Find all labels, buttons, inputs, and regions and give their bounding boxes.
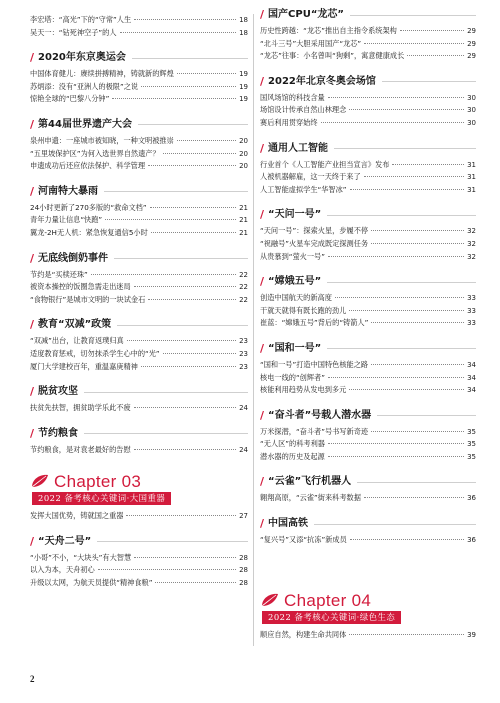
entry-page: 36 — [467, 536, 476, 545]
dot-leader — [335, 297, 464, 298]
section-rule — [334, 148, 476, 149]
toc-entry[interactable] — [30, 68, 248, 81]
dot-leader — [371, 230, 464, 231]
entry-title: “国和一号”打造中国特色核能之路 — [260, 359, 369, 369]
dot-leader — [328, 97, 464, 98]
dot-leader — [371, 322, 464, 323]
dot-leader — [349, 389, 464, 390]
toc-entry[interactable] — [30, 564, 248, 577]
entry-page: 34 — [467, 386, 476, 395]
toc-entry[interactable] — [30, 160, 248, 173]
section-title: “国和一号” — [268, 342, 322, 354]
entry-page: 35 — [467, 452, 476, 461]
section-heading[interactable] — [30, 185, 248, 199]
toc-section — [260, 8, 476, 63]
entry-title: 青年力量让信息“快跑” — [30, 215, 103, 225]
slash-marker-icon: / — [260, 475, 265, 489]
toc-entry[interactable] — [30, 577, 248, 590]
dot-leader — [177, 73, 236, 74]
section-title: 通用人工智能 — [268, 142, 329, 154]
entry-title: “双减”出台，让教育返璞归真 — [30, 336, 124, 346]
section-title: 河南特大暴雨 — [38, 185, 99, 197]
right-column — [260, 8, 476, 641]
dot-leader — [150, 207, 237, 208]
section-heading[interactable] — [260, 142, 476, 156]
entry-title: 申遗成功后还应依法保护、科学管理 — [30, 161, 146, 171]
dot-leader — [151, 232, 236, 233]
section-heading[interactable] — [260, 208, 476, 222]
dot-leader — [349, 109, 464, 110]
toc-entry[interactable] — [30, 510, 248, 523]
dot-leader — [126, 515, 236, 516]
entry-page: 29 — [467, 39, 476, 48]
entry-title: 赛后利用贯穿始终 — [260, 117, 318, 127]
entry-title: 被资本操控的饭圈急需走出迷局 — [30, 282, 131, 292]
entry-page: 19 — [239, 70, 248, 79]
entry-page: 23 — [239, 349, 248, 358]
toc-entry[interactable] — [260, 534, 476, 547]
section-rule — [327, 215, 476, 216]
entry-page: 29 — [467, 27, 476, 35]
section-rule — [97, 541, 248, 542]
toc-entry[interactable] — [260, 117, 476, 130]
chapter-03-header — [30, 472, 248, 508]
dot-leader — [328, 377, 464, 378]
chapter-subtitle: 2022 备考核心关键词·大国重器 — [32, 492, 171, 505]
entry-page: 20 — [239, 136, 248, 145]
entry-title: 24小时更新了270多版的“救命文档” — [30, 202, 147, 212]
entry-title: 节约粮食，是对袁老最好的告慰 — [30, 444, 131, 454]
dot-leader — [407, 55, 464, 56]
toc-entry[interactable] — [260, 38, 476, 51]
toc-entry[interactable] — [260, 171, 476, 184]
slash-marker-icon: / — [260, 275, 265, 289]
entry-title: 国风场馆的科技含量 — [260, 92, 325, 102]
entry-title: 中国体育健儿：赓续拼搏精神，铸就新的辉煌 — [30, 69, 174, 79]
toc-section — [260, 142, 476, 197]
entry-title: 核电一线的“创辉者” — [260, 372, 325, 382]
toc-entry[interactable] — [260, 629, 476, 642]
entry-page: 28 — [239, 566, 248, 575]
entry-page: 30 — [467, 106, 476, 115]
entry-page: 32 — [467, 227, 476, 236]
slash-marker-icon: / — [30, 51, 35, 65]
toc-section — [260, 75, 476, 130]
toc-entry[interactable] — [260, 372, 476, 385]
toc-entry[interactable] — [30, 135, 248, 148]
toc-entry[interactable] — [30, 335, 248, 348]
slash-marker-icon: / — [260, 74, 265, 88]
section-title: 国产CPU“龙芯” — [268, 9, 344, 20]
section-title: 2022年北京冬奥会场馆 — [268, 75, 376, 87]
entry-page: 27 — [239, 512, 248, 521]
dot-leader — [105, 219, 236, 220]
left-column — [30, 14, 248, 590]
toc-section — [30, 385, 248, 415]
entry-page: 24 — [239, 445, 248, 454]
toc-section — [30, 185, 248, 240]
entry-page: 34 — [467, 360, 476, 369]
dot-leader — [328, 256, 464, 257]
section-title: “奋斗者”号载人潜水器 — [268, 409, 372, 421]
entry-title: 人被机器解雇，这一天终于来了 — [260, 172, 361, 182]
toc-entry[interactable] — [30, 202, 248, 215]
toc-section — [260, 475, 476, 505]
dot-leader — [364, 176, 464, 177]
toc-entry[interactable] — [260, 317, 476, 330]
section-rule — [357, 482, 476, 483]
entry-page: 35 — [467, 427, 476, 436]
entry-title: 崔蓝：“嫦娥五号”背后的“铸箭人” — [260, 318, 369, 328]
chapter-title: Chapter 04 — [284, 590, 372, 610]
entry-page: 21 — [239, 216, 248, 225]
entry-title: “复兴号”又添“抗冻”新成员 — [260, 535, 347, 545]
slash-marker-icon: / — [260, 517, 265, 531]
dot-leader — [400, 30, 464, 31]
toc-entry[interactable] — [260, 104, 476, 117]
toc-entry[interactable] — [260, 438, 476, 451]
section-heading[interactable] — [260, 475, 476, 489]
section-rule — [84, 433, 248, 434]
entry-page: 36 — [467, 494, 476, 503]
toc-section — [30, 427, 248, 457]
dot-leader — [321, 122, 465, 123]
entry-title: “食物银行”是城市文明的一块试金石 — [30, 294, 146, 304]
section-rule — [104, 191, 248, 192]
slash-marker-icon: / — [30, 426, 35, 440]
slash-marker-icon: / — [260, 408, 265, 422]
toc-entry[interactable] — [30, 361, 248, 374]
chapter-04-header — [260, 591, 476, 627]
entry-title: 干就天就得有既长跑的劲儿 — [260, 305, 347, 315]
dot-leader — [134, 449, 236, 450]
entry-title: “无人区”的科考利器 — [260, 439, 325, 449]
slash-marker-icon: / — [260, 208, 265, 222]
toc-entry[interactable] — [260, 25, 476, 38]
toc-section — [30, 318, 248, 373]
entry-title: 节约是“买椟还珠” — [30, 269, 88, 279]
dot-leader — [163, 353, 236, 354]
toc-entry[interactable] — [30, 14, 248, 27]
entry-title: 扶贫先扶智，拥贫助学乐此不疲 — [30, 403, 131, 413]
toc-entry[interactable] — [30, 81, 248, 94]
dot-leader — [148, 165, 236, 166]
entry-title: 顺应自然，构建生命共同体 — [260, 629, 347, 639]
entry-title: 场馆设计传承自然山林理念 — [260, 105, 347, 115]
dot-leader — [364, 497, 464, 498]
entry-page: 18 — [239, 16, 248, 24]
toc-entry[interactable] — [260, 292, 476, 305]
entry-title: “龙芯”往事：小名曾叫“狗剩”，寓意健康成长 — [260, 51, 405, 61]
entry-page: 19 — [239, 95, 248, 104]
dot-leader — [371, 364, 464, 365]
dot-leader — [177, 140, 236, 141]
dot-leader — [141, 86, 236, 87]
toc-entry[interactable] — [260, 359, 476, 372]
section-title: “嫦娥五号” — [268, 276, 322, 288]
toc-section — [30, 252, 248, 307]
toc-section — [260, 342, 476, 397]
section-rule — [350, 15, 476, 16]
toc-entry[interactable] — [260, 225, 476, 238]
entry-page: 39 — [467, 630, 476, 639]
dot-leader — [364, 43, 464, 44]
dot-leader — [112, 98, 236, 99]
dot-leader — [328, 443, 464, 444]
entry-page: 34 — [467, 373, 476, 382]
entry-page: 21 — [239, 203, 248, 212]
section-rule — [327, 348, 476, 349]
dot-leader — [91, 274, 236, 275]
entry-page: 29 — [467, 52, 476, 61]
toc-entry[interactable] — [260, 184, 476, 197]
section-heading[interactable] — [30, 252, 248, 266]
entry-title: “五里坡保护区”为何入选世界自然遗产？ — [30, 148, 160, 158]
slash-marker-icon: / — [30, 318, 35, 332]
entry-page: 32 — [467, 239, 476, 248]
column-divider — [253, 14, 254, 646]
toc-entry[interactable] — [30, 227, 248, 240]
entry-title: 万米探潜，“奋斗者”号书写新奇迹 — [260, 426, 369, 436]
entry-title: 升级以太网，为航天员提供“精神食粮” — [30, 578, 153, 588]
slash-marker-icon: / — [30, 534, 35, 548]
slash-marker-icon: / — [30, 184, 35, 198]
section-title: “云雀”飞行机器人 — [268, 476, 352, 488]
section-heading[interactable] — [260, 342, 476, 356]
toc-section — [260, 208, 476, 263]
dot-leader — [349, 310, 464, 311]
section-heading[interactable] — [30, 385, 248, 399]
dot-leader — [134, 19, 236, 20]
entry-title: 翼龙-2H无人机：紧急恢复通信5小时 — [30, 227, 148, 237]
entry-page: 31 — [467, 160, 476, 169]
toc-entry[interactable] — [30, 294, 248, 307]
toc-entry[interactable] — [30, 93, 248, 106]
dot-leader — [155, 582, 236, 583]
entry-page: 22 — [239, 270, 248, 279]
entry-title: 泉州申遗：一座城市被知晓，一种文明被推崇 — [30, 135, 174, 145]
entry-title: 从贵慕到“萤火一号” — [260, 251, 325, 261]
chapter-subtitle: 2022 备考核心关键词·绿色生态 — [262, 611, 401, 624]
section-heading[interactable] — [30, 427, 248, 441]
section-title: 中国高铁 — [268, 518, 309, 530]
dot-leader — [163, 153, 236, 154]
section-heading[interactable] — [260, 275, 476, 289]
entry-title: 核能利用趋势从发电到多元 — [260, 385, 347, 395]
toc-entry[interactable] — [30, 444, 248, 457]
entry-page: 33 — [467, 306, 476, 315]
entry-title: “祝融号”火星车完成既定探测任务 — [260, 238, 369, 248]
entry-page: 22 — [239, 295, 248, 304]
entry-page: 28 — [239, 579, 248, 588]
entry-page: 23 — [239, 362, 248, 371]
toc-entry[interactable] — [260, 159, 476, 172]
dot-leader — [127, 340, 236, 341]
dot-leader — [134, 557, 236, 558]
entry-page: 20 — [239, 149, 248, 158]
dot-leader — [371, 243, 464, 244]
entry-title: “北斗三号”大胆采用国产“龙芯” — [260, 38, 362, 48]
toc-section — [30, 535, 248, 590]
toc-entry[interactable] — [30, 27, 248, 40]
entry-page: 22 — [239, 283, 248, 292]
entry-title: “天问一号”：探索火星，步履不停 — [260, 226, 369, 236]
dot-leader — [134, 407, 236, 408]
slash-marker-icon: / — [260, 341, 265, 355]
entry-page: 32 — [467, 252, 476, 261]
section-heading[interactable] — [260, 8, 476, 22]
toc-entry[interactable] — [30, 348, 248, 361]
entry-page: 23 — [239, 337, 248, 346]
entry-title: 发挥大国优势，铸就国之重器 — [30, 511, 124, 521]
slash-marker-icon: / — [260, 8, 265, 21]
section-rule — [132, 58, 248, 59]
section-title: 脱贫攻坚 — [38, 386, 79, 398]
section-rule — [84, 392, 248, 393]
dot-leader — [349, 634, 464, 635]
toc-entry[interactable] — [260, 492, 476, 505]
entry-title: 厦门大学建校百年，重温嘉庚精神 — [30, 361, 138, 371]
section-rule — [114, 258, 248, 259]
entry-page: 33 — [467, 294, 476, 303]
section-rule — [382, 81, 476, 82]
dot-leader — [371, 431, 464, 432]
toc-entry[interactable] — [30, 269, 248, 282]
slash-marker-icon: / — [30, 117, 35, 131]
page-number: 2 — [30, 674, 35, 684]
toc-entry[interactable] — [30, 214, 248, 227]
section-title: 第44届世界遗产大会 — [38, 118, 132, 130]
entry-page: 35 — [467, 440, 476, 449]
section-heading[interactable] — [30, 535, 248, 549]
toc-section — [260, 275, 476, 330]
entry-title: 翱翔高原，“云雀”街来科考数据 — [260, 493, 361, 503]
entry-title: 苏炳添：没有“亚洲人的极限”之说 — [30, 81, 139, 91]
entry-page: 28 — [239, 553, 248, 562]
dot-leader — [350, 189, 465, 190]
entry-page: 30 — [467, 118, 476, 127]
section-heading[interactable] — [260, 517, 476, 531]
section-heading[interactable] — [260, 75, 476, 89]
entry-page: 21 — [239, 228, 248, 237]
leaf-icon — [30, 473, 50, 489]
section-rule — [117, 325, 248, 326]
dot-leader — [350, 539, 464, 540]
entry-page: 24 — [239, 404, 248, 413]
dot-leader — [134, 286, 236, 287]
section-title: 节约粮食 — [38, 427, 79, 439]
entry-title: “小哥”不小，“大块头”有大智慧 — [30, 552, 132, 562]
slash-marker-icon: / — [260, 141, 265, 155]
section-title: 无底线倒奶事件 — [38, 252, 109, 264]
dot-leader — [392, 164, 464, 165]
entry-title: 适度教育惩戒，切勿抹杀学生心中的“光” — [30, 348, 160, 358]
dot-leader — [120, 32, 237, 33]
entry-title: 吴天一：“钻死神空子”的人 — [30, 27, 117, 37]
toc-entry[interactable] — [30, 281, 248, 294]
dot-leader — [141, 366, 236, 367]
toc-section — [260, 517, 476, 547]
section-title: 教育“双减”政策 — [38, 319, 112, 331]
toc-entry[interactable] — [260, 238, 476, 251]
section-heading[interactable] — [260, 409, 476, 423]
toc-section — [30, 51, 248, 106]
entry-title: 李宏塔：“高光”下的“守常”人生 — [30, 15, 132, 24]
toc-section — [30, 118, 248, 173]
section-rule — [377, 415, 476, 416]
toc-entry[interactable] — [260, 50, 476, 63]
toc-section — [260, 409, 476, 464]
entry-title: 惊艳全球的“巴黎八分钟” — [30, 94, 110, 104]
section-heading[interactable] — [30, 51, 248, 65]
section-title: “天问一号” — [268, 209, 322, 221]
toc-entry[interactable] — [30, 148, 248, 161]
entry-title: 人工智能虚拟学生“华智冰” — [260, 184, 347, 194]
entry-page: 18 — [239, 28, 248, 37]
section-rule — [314, 524, 476, 525]
slash-marker-icon: / — [30, 251, 35, 265]
toc-entry[interactable] — [260, 251, 476, 264]
entry-title: 潜水器的历史及起源 — [260, 451, 325, 461]
toc-entry[interactable] — [260, 451, 476, 464]
chapter-title: Chapter 03 — [54, 472, 142, 492]
entry-title: 行业首个《人工智能产业担当宣言》发布 — [260, 159, 390, 169]
entry-title: 创造中国航天的新高度 — [260, 293, 332, 303]
entry-title: 以入为本，天舟初心 — [30, 565, 95, 575]
entry-page: 20 — [239, 162, 248, 171]
entry-page: 33 — [467, 319, 476, 328]
dot-leader — [328, 456, 464, 457]
section-heading[interactable] — [30, 318, 248, 332]
section-rule — [138, 124, 248, 125]
section-heading[interactable] — [30, 118, 248, 132]
dot-leader — [98, 569, 236, 570]
section-rule — [327, 282, 476, 283]
dot-leader — [148, 299, 236, 300]
entry-page: 31 — [467, 185, 476, 194]
entry-page: 19 — [239, 82, 248, 91]
entry-page: 31 — [467, 173, 476, 182]
section-title: 2020年东京奥运会 — [38, 52, 126, 64]
entry-page: 30 — [467, 93, 476, 102]
leaf-icon — [260, 592, 280, 608]
section-title: “天舟二号” — [38, 535, 92, 547]
toc-entry[interactable] — [260, 92, 476, 105]
entry-title: 历史性跨越：“龙芯”推出自主指令系统架构 — [260, 26, 397, 35]
toc-entry[interactable] — [260, 384, 476, 397]
toc-entry[interactable] — [260, 305, 476, 318]
toc-entry[interactable] — [30, 402, 248, 415]
toc-entry[interactable] — [260, 426, 476, 439]
toc-entry[interactable] — [30, 552, 248, 565]
slash-marker-icon: / — [30, 385, 35, 399]
